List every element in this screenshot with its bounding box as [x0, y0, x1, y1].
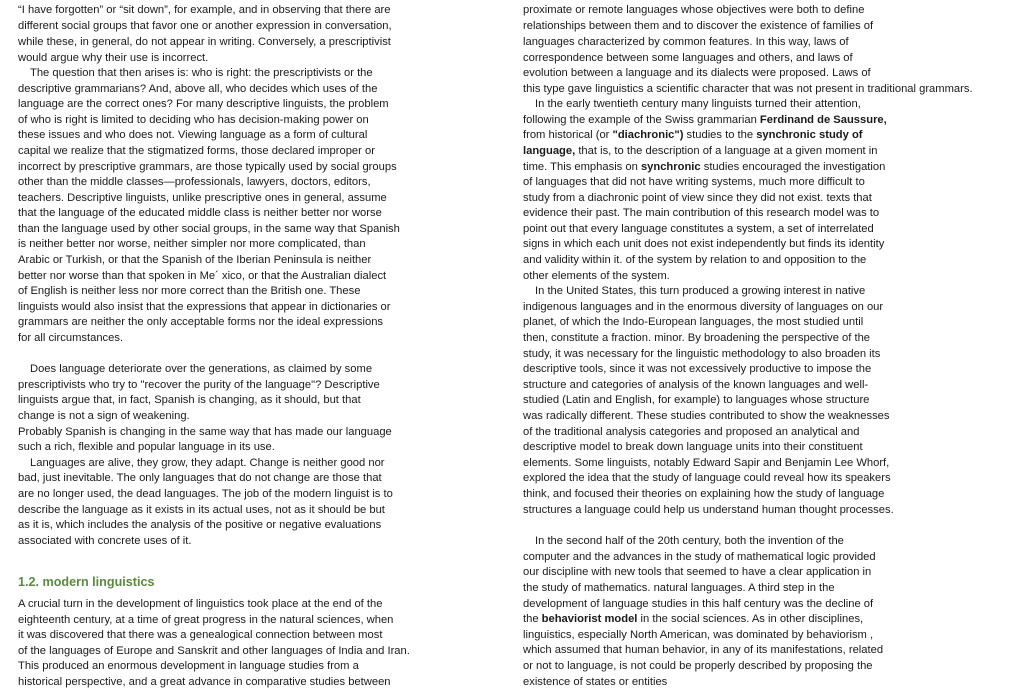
text-line: of the languages of Europe and Sanskrit and other languages of India and Iran.	[18, 645, 410, 657]
text-line: the study of mathematics. natural languages. A third step in the	[523, 582, 835, 594]
text-run: in the social sciences. As in other disciplines,	[637, 613, 864, 625]
text-line: Does language deteriorate over the generations, as claimed by some	[30, 363, 373, 375]
text-line: languages characterized by common features. In this way, laws of	[523, 36, 849, 48]
text-line: such a rich, flexible and popular language in its use.	[18, 441, 275, 453]
text-line: linguistics, especially North American, was dominated by behaviorism ,	[523, 629, 874, 641]
text-line: indigenous languages and in the enormous diversity of languages on our	[523, 301, 884, 313]
text-line: planet, of which the Indo-European languages, the most studied until	[523, 316, 864, 328]
text-line	[523, 144, 877, 160]
text-line: our discipline with new tools that seemed to have a clear application in	[523, 566, 872, 578]
text-line: “I have forgotten” or “sit down”, for example, and in observing that there are	[18, 4, 391, 16]
text-line: Languages are alive, they grow, they adapt. Change is neither good nor	[30, 457, 385, 469]
text-line: as it is, which includes the analysis of the positive or negative evaluations	[18, 519, 382, 531]
text-line: capital we realize that the stigmatized forms, those declared improper or	[18, 145, 375, 157]
text-line: of the traditional analysis categories and proposed an analytical and	[523, 426, 860, 438]
text-line: point out that every language constitutes a system, a set of interrelated	[523, 223, 874, 235]
text-line: Probably Spanish is changing in the same way that has made our language	[18, 426, 392, 438]
text-line: structure and categories of analysis of the known languages and well-	[523, 379, 869, 391]
text-line: A crucial turn in the development of linguistics took place at the end of the	[18, 598, 383, 610]
text-line: descriptive tools, since it was not excessively productive to impose the	[523, 363, 872, 375]
text-line: language are the correct ones? For many descriptive linguists, the problem	[18, 98, 389, 110]
text-line: different social groups that favor one or another expression in conversation,	[18, 20, 392, 32]
text-line: of languages that did not have writing systems, much more difficult to	[523, 176, 865, 188]
bold-term-behaviorist: behaviorist model	[541, 613, 638, 625]
text-run: the	[523, 613, 542, 625]
text-line: In the second half of the 20th century, both the invention of the	[535, 535, 844, 547]
text-line: while these, in general, do not appear in writing. Conversely, a prescriptivist	[18, 36, 391, 48]
text-line	[523, 160, 885, 176]
text-line: correspondence between some languages and others, and laws of	[523, 52, 853, 64]
text-line: The question that then arises is: who is right: the prescriptivists or the	[30, 67, 373, 79]
text-line: that the language of the educated middle class is neither better nor worse	[18, 207, 382, 219]
text-line: development of language studies in this half century was the decline of	[523, 598, 874, 610]
bold-term-synchronic-study: synchronic study of	[756, 129, 863, 141]
text-line: and validity within it. of the system by relation to and opposition to the	[523, 254, 867, 266]
text-line	[523, 612, 863, 628]
text-line: study, it was necessary for the linguistic methodology to also broaden its	[523, 348, 881, 360]
text-line: or not to language, is not could be properly described by proposing the	[523, 660, 873, 672]
text-run: from historical (or	[523, 129, 613, 141]
bold-term-language: language,	[523, 145, 576, 157]
text-line: change is not a sign of weakening.	[18, 410, 190, 422]
text-line: evolution between a language and its dialects were proposed. Laws of	[523, 67, 871, 79]
text-line: descriptive model to break down language units into their constituent	[523, 441, 863, 453]
text-line: it was discovered that there was a genealogical connection between most	[18, 629, 383, 641]
text-line: then, constitute a fraction. minor. By broadening the perspective of the	[523, 332, 871, 344]
text-line: of English is neither less nor more correct than the British one. These	[18, 285, 361, 297]
text-line: other than the middle classes—professionals, lawyers, doctors, editors,	[18, 176, 371, 188]
text-line: study from a diachronic point of view since they did not exist. texts that	[523, 192, 872, 204]
text-line: grammars are neither the only acceptable forms nor the ideal expressions	[18, 316, 384, 328]
text-line: for all circumstances.	[18, 332, 124, 344]
text-line: descriptive grammarians? And, above all, who decides which uses of the	[18, 83, 378, 95]
text-line	[523, 128, 863, 144]
text-line: In the United States, this turn produced a growing interest in native	[535, 285, 866, 297]
text-line: are no longer used, the dead languages. The job of the modern linguist is to	[18, 488, 393, 500]
text-line: is neither better nor worse, neither simpler nor more complicated, than	[18, 238, 366, 250]
text-run: studies to the	[683, 129, 757, 141]
text-line: evidence their past. The main contribution of this research model was to	[523, 207, 880, 219]
text-line: than the language used by other social groups, in the same way that Spanish	[18, 223, 400, 235]
text-line: other elements of the system.	[523, 270, 670, 282]
right-page	[505, 0, 1024, 694]
text-run: time. This emphasis on	[523, 161, 641, 173]
text-line: elements. Some linguists, notably Edward Sapir and Benjamin Lee Whorf,	[523, 457, 890, 469]
text-line: Arabic or Turkish, or that the Spanish of the Iberian Peninsula is neither	[18, 254, 372, 266]
text-line	[523, 113, 887, 129]
text-line: think, and focused their theories on explaining how the study of language	[523, 488, 885, 500]
text-line: explored the idea that the study of language could reveal how its speakers	[523, 472, 891, 484]
text-line: computer and the advances in the study of mathematical logic provided	[523, 551, 876, 563]
text-line: relationships between them and to discover the existence of families of	[523, 20, 874, 32]
text-line: This produced an enormous development in language studies from a	[18, 660, 359, 672]
text-line: teachers. Descriptive linguists, unlike prescriptive ones in general, assume	[18, 192, 387, 204]
text-run: studies encouraged the investigation	[700, 161, 886, 173]
text-line: this type gave linguistics a scientific character that was not present in traditional grammars.	[523, 83, 973, 95]
text-line: linguists would also insist that the expressions that appear in dictionaries or	[18, 301, 391, 313]
text-line: linguists argue that, in fact, Spanish is changing, as it should, but that	[18, 394, 361, 406]
section-heading: 1.2. modern linguistics	[18, 575, 155, 589]
text-line: proximate or remote languages whose objectives were both to define	[523, 4, 865, 16]
bold-term-saussure: Ferdinand de Saussure,	[759, 114, 887, 126]
text-line: prescriptivists who try to "recover the purity of the language"? Descriptive	[18, 379, 380, 391]
left-page	[0, 0, 470, 694]
text-line: would argue why their use is incorrect.	[18, 52, 209, 64]
bold-term-synchronic: synchronic	[640, 161, 701, 173]
text-line: existence of states or entities	[523, 676, 668, 688]
text-line: eighteenth century, at a time of great progress in the natural sciences, when	[18, 614, 394, 626]
text-run: that is, to the description of a language at a given moment in	[575, 145, 878, 157]
text-line: of who is right is limited to deciding who has decision-making power on	[18, 114, 369, 126]
text-line: bad, just inevitable. The only languages that do not change are those that	[18, 472, 382, 484]
text-line: incorrect by prescriptive grammars, are those typically used by social groups	[18, 161, 397, 173]
text-line: historical perspective, and a great advance in comparative studies between	[18, 676, 391, 688]
text-line: describe the language as it exists in its actual uses, not as it should be but	[18, 504, 385, 516]
text-line: structures a language could help us understand human thought processes.	[523, 504, 894, 516]
text-run: following the example of the Swiss grammarian	[523, 114, 760, 126]
text-line: which assumed that human behavior, in any of its manifestations, related	[523, 644, 884, 656]
text-line: associated with concrete uses of it.	[18, 535, 192, 547]
text-line: better nor worse than that spoken in Me´ xico, or that the Australian dialect	[18, 270, 387, 282]
text-line: signs in which each unit does not exist independently but finds its identity	[523, 238, 885, 250]
text-line: In the early twentieth century many linguists turned their attention,	[535, 98, 861, 110]
text-line: these issues and who does not. Viewing language as a form of cultural	[18, 129, 368, 141]
bold-term-diachronic: "diachronic")	[612, 129, 684, 141]
text-line: was radically different. These studies contributed to show the weaknesses	[523, 410, 890, 422]
text-line: studied (Latin and English, for example) to languages whose structure	[523, 394, 870, 406]
